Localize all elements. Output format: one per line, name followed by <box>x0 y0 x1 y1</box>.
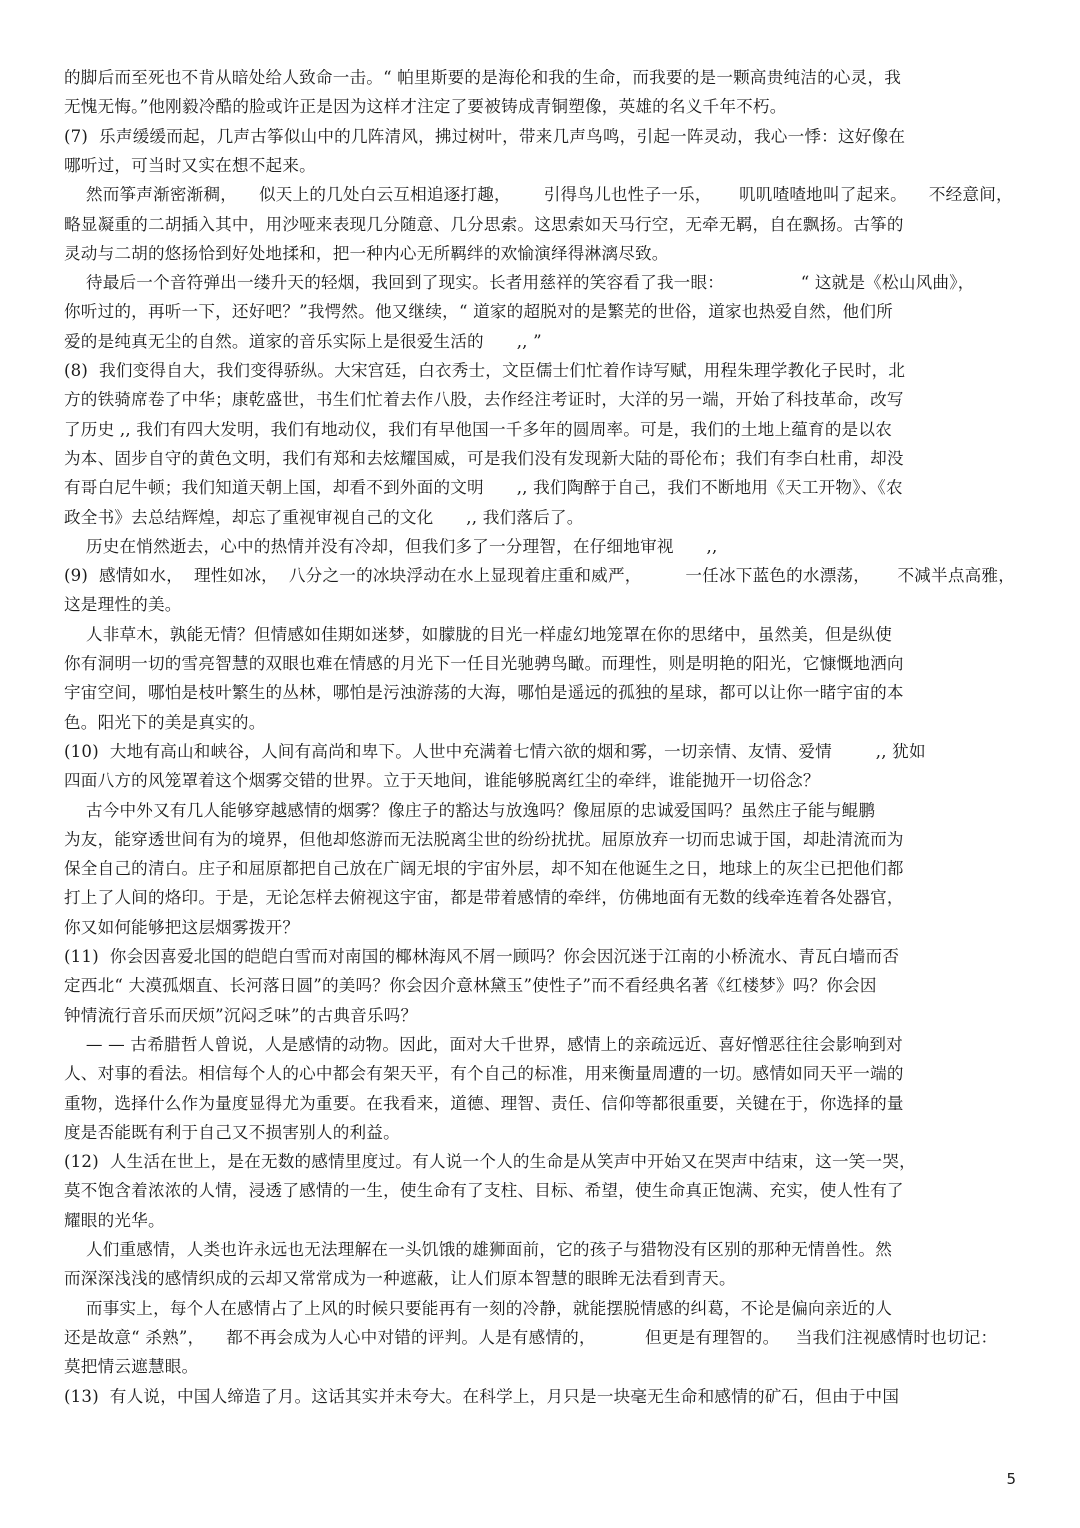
text-line: 古今中外又有几人能够穿越感情的烟雾？像庄子的豁达与放逸吗？像屈原的忠诚爱国吗？虽然庄子能与鲲鹏 <box>64 800 876 820</box>
text-line: 爱的是纯真无尘的自然。道家的音乐实际上是很爱生活的 ,, ” <box>64 331 542 351</box>
text-line: — — 古希腊哲人曾说，人是感情的动物。因此，面对大千世界，感情上的亲疏远近、喜好憎恶往往会影响到对 <box>64 1034 903 1054</box>
text-line: (11) 你会因喜爱北国的皑皑白雪而对南国的椰林海风不屑一顾吗？你会因沉迷于江南的小桥流水、青瓦白墙而否 <box>64 947 900 966</box>
text-line: 定西北“ 大漠孤烟直、长河落日圆”的美吗？你会因介意林黛玉”使性子”而不看经典名著《红楼梦》吗？你会因 <box>64 976 877 996</box>
text-line: (13) 有人说，中国人缔造了月。这话其实并未夸大。在科学上，月只是一块毫无生命和感情的矿石，但由于中国 <box>64 1386 900 1406</box>
text-line: 钟情流行音乐而厌烦”沉闷乏味”的古典音乐吗？ <box>64 1005 418 1025</box>
text-line: 保全自己的清白。庄子和屈原都把自己放在广阔无垠的宇宙外层，却不知在他诞生之日，地球上的灰尘已把他们都 <box>64 859 904 879</box>
text-line: (8) 我们变得自大，我们变得骄纵。大宋宫廷，白衣秀士，文臣儒士们忙着作诗写赋，用程朱理学教化子民时，北 <box>64 361 906 380</box>
text-line: 四面八方的风笼罩着这个烟雾交错的世界。立于天地间，谁能够脱离红尘的牵绊，谁能抛开一切俗念？ <box>64 771 820 791</box>
text-line: 莫不饱含着浓浓的人情，浸透了感情的一生，使生命有了支柱、目标、希望，使生命真正饱满、充实，使人性有了 <box>64 1181 904 1201</box>
text-line: 人非草木，孰能无情？但情感如佳期如迷梦，如朦胧的目光一样虚幻地笼罩在你的思绪中，虽然美，但是纵使 <box>64 624 892 644</box>
text-line: 无愧无悔。”他刚毅冷酷的脸或许正是因为这样才注定了要被铸成青铜塑像，英雄的名义千年不朽。 <box>64 97 787 117</box>
text-line: (9) 感情如水， 理性如冰， 八分之一的冰块浮动在水上显现着庄重和威严， 一任冰下蓝色的水漂荡， 不减半点高雅， <box>64 566 1016 586</box>
text-line: 的脚后而至死也不肯从暗处给人致命一击。“ 帕里斯要的是海伦和我的生命，而我要的是一颗高贵纯洁的心灵，我 <box>64 68 902 87</box>
text-line: 略显凝重的二胡插入其中，用沙哑来表现几分随意、几分思索。这思索如天马行空，无牵无羁，自在飘扬。古筝的 <box>64 214 904 234</box>
text-line: 人们重感情，人类也许永远也无法理解在一头饥饿的雄狮面前，它的孩子与猎物没有区别的那种无情兽性。然 <box>64 1240 892 1259</box>
text-line: (10) 大地有高山和峡谷，人间有高尚和卑下。人世中充满着七情六欲的烟和雾，一切亲情、友情、爱情 ,, 犹如 <box>64 741 926 761</box>
text-line: 政全书》去总结辉煌，却忘了重视审视自己的文化 ,, 我们落后了。 <box>64 507 584 527</box>
text-line: 莫把情云遮慧眼。 <box>64 1357 199 1377</box>
text-line: 哪听过，可当时又实在想不起来。 <box>64 155 316 175</box>
text-line: 人、对事的看法。相信每个人的心中都会有架天平，有个自己的标准，用来衡量周遭的一切。感情如同天平一端的 <box>64 1064 904 1084</box>
text-line: 为本、固步自守的黄色文明，我们有郑和去炫耀国威，可是我们没有发现新大陆的哥伦布；我们有李白杜甫，却没 <box>64 448 904 468</box>
text-line: 耀眼的光华。 <box>64 1210 165 1230</box>
text-line: 宇宙空间，哪怕是枝叶繁生的丛林，哪怕是污浊游荡的大海，哪怕是遥远的孤独的星球，都可以让你一睹宇宙的本 <box>64 683 904 703</box>
text-line: 你又如何能够把这层烟雾拨开？ <box>64 917 300 937</box>
text-line: 重物，选择什么作为量度显得尤为重要。在我看来，道德、理智、责任、信仰等都很重要，关键在于，你选择的量 <box>64 1093 904 1113</box>
text-line: (12) 人生活在世上，是在无数的感情里度过。有人说一个人的生命是从笑声中开始又在哭声中结束，这一笑一哭， <box>64 1152 916 1172</box>
text-line: 你有洞明一切的雪亮智慧的双眼也难在情感的月光下一任目光驰骋鸟瞰。而理性，则是明艳的阳光，它慷慨地洒向 <box>64 654 904 673</box>
text-line: (7) 乐声缓缓而起，几声古筝似山中的几阵清风，拂过树叶，带来几声鸟鸣，引起一阵灵动，我心一悸：这好像在 <box>64 126 906 146</box>
text-line: 有哥白尼牛顿；我们知道天朝上国，却看不到外面的文明 ,, 我们陶醉于自己，我们不断地用《天工开物》、《农 <box>64 478 903 498</box>
document-page <box>64 64 1016 1464</box>
text-line: 待最后一个音符弹出一缕升天的轻烟，我回到了现实。长者用慈祥的笑容看了我一眼： “ 这就是《松山风曲》， <box>64 273 975 293</box>
text-line: 而事实上，每个人在感情占了上风的时候只要能再有一刻的冷静，就能摆脱情感的纠葛，不论是偏向亲近的人 <box>64 1298 892 1318</box>
text-line: 然而筝声渐密渐稠， 似天上的几处白云互相追逐打趣， 引得鸟儿也性子一乐， 叽叽喳喳地叫了起来。 不经意间， <box>64 185 1013 205</box>
text-line: 方的铁骑席卷了中华；康乾盛世，书生们忙着去作八股，去作经注考证时，大洋的另一端，开始了科技革命，改写 <box>64 390 904 410</box>
text-line: 打上了人间的烙印。于是，无论怎样去俯视这宇宙，都是带着感情的牵绊，仿佛地面有无数的线牵连着各处器官， <box>64 888 904 908</box>
text-line: 色。阳光下的美是真实的。 <box>64 712 266 732</box>
text-line: 而深深浅浅的感情织成的云却又常常成为一种遮蔽，让人们原本智慧的眼眸无法看到青天。 <box>64 1269 736 1289</box>
text-line: 为友，能穿透世间有为的境界，但他却悠游而无法脱离尘世的纷纷扰扰。屈原放弃一切而忠诚于国，却赴清流而为 <box>64 829 904 849</box>
page-number: 5 <box>1006 1470 1016 1488</box>
text-line: 这是理性的美。 <box>64 595 182 615</box>
text-line: 度是否能既有利于自己又不损害别人的利益。 <box>64 1122 400 1142</box>
text-line: 还是故意“ 杀熟”， 都不再会成为人心中对错的评判。人是有感情的， 但更是有理智的。 当我们注视感情时也切记： <box>64 1327 998 1347</box>
text-line: 灵动与二胡的悠扬恰到好处地揉和，把一种内心无所羁绊的欢愉演绎得淋漓尽致。 <box>64 243 669 263</box>
text-line: 历史在悄然逝去，心中的热情并没有冷却，但我们多了一分理智，在仔细地审视 ,, <box>64 536 718 556</box>
text-line: 你听过的，再听一下，还好吧？”我愕然。他又继续，“ 道家的超脱对的是繁芜的世俗，道家也热爱自然，他们所 <box>64 302 893 322</box>
text-line: 了历史 ,, 我们有四大发明，我们有地动仪，我们有早他国一千多年的圆周率。可是，我们的土地上蕴育的是以农 <box>64 419 892 439</box>
